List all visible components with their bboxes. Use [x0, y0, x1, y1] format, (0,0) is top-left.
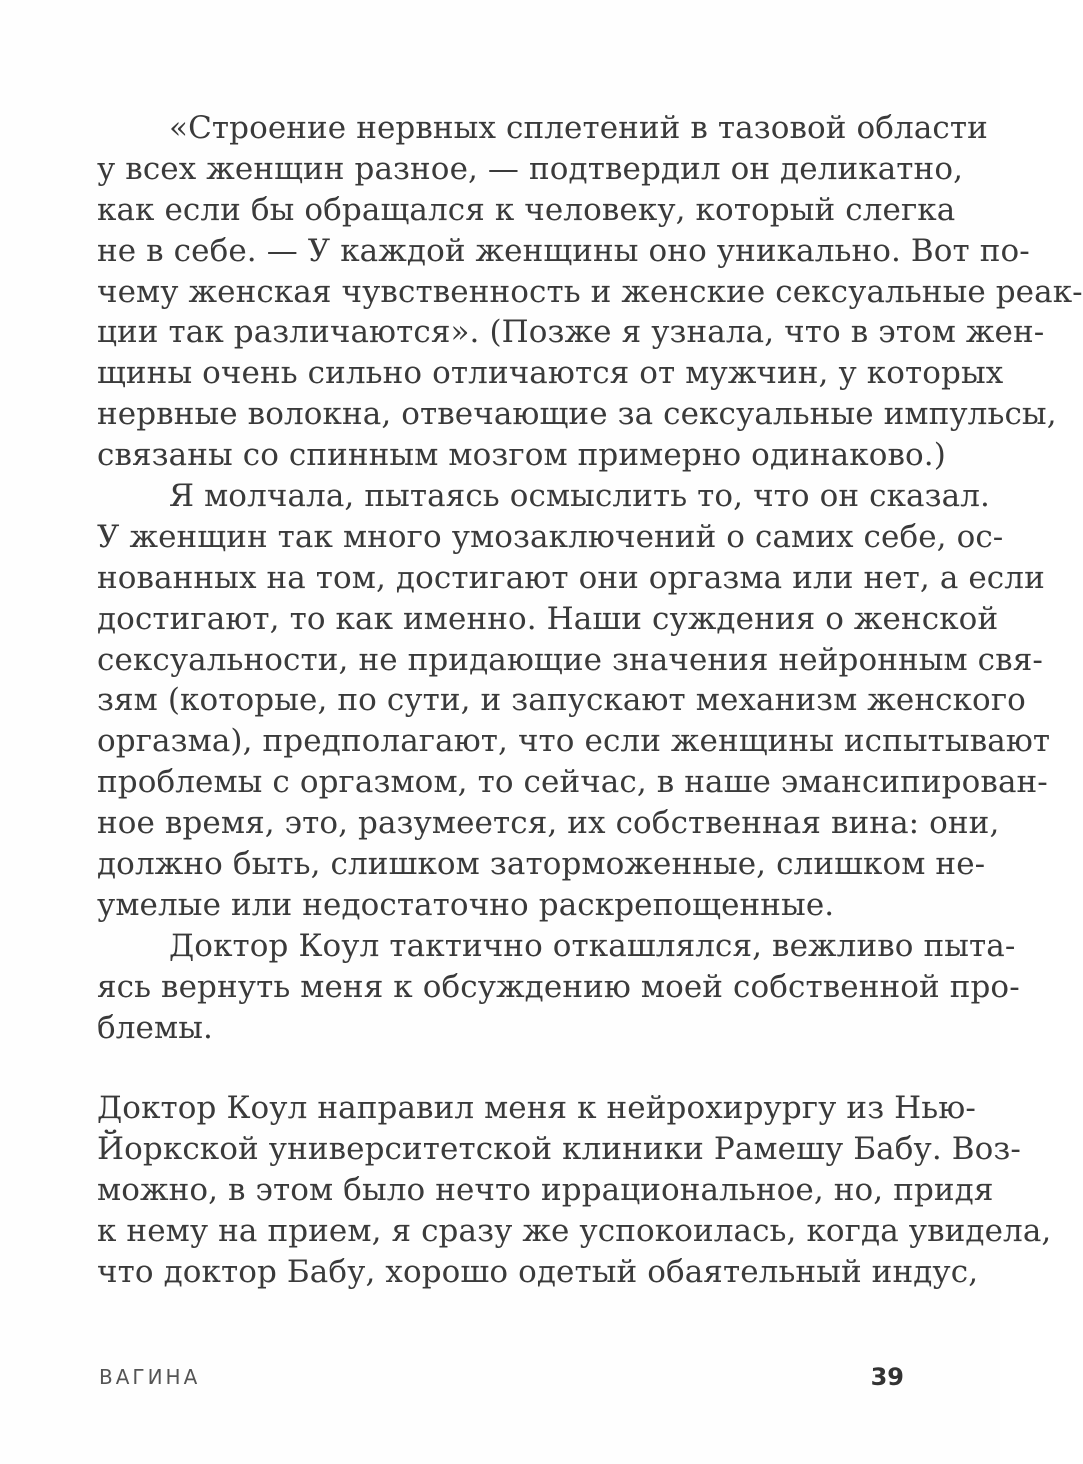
text-line: можно, в этом было нечто иррациональное, но, придя [97, 1171, 994, 1208]
page-number: 39 [870, 1363, 904, 1391]
text-line: зям (которые, по сути, и запускают механизм женского [97, 682, 1026, 719]
text-line: нованных на том, достигают они оргазма или нет, а если [97, 559, 1045, 596]
text-line: не в себе. — У каждой женщины оно уникально. Вот по- [97, 232, 1030, 269]
text-line: нервные волокна, отвечающие за сексуальные импульсы, [97, 396, 1057, 433]
running-title: ВАГИНА [99, 1365, 201, 1389]
text-line: связаны со спинным мозгом примерно одинаково.) [97, 437, 946, 474]
text-line: Доктор Коул направил меня к нейрохирургу из Нью- [97, 1090, 976, 1126]
text-line: блемы. [97, 1009, 213, 1046]
text-block-1 [97, 108, 1083, 1048]
text-line: достигают, то как именно. Наши суждения о женской [97, 600, 999, 637]
text-line: У женщин так много умозаключений о самих себе, ос- [97, 518, 1004, 555]
text-line: умелые или недостаточно раскрепощенные. [97, 886, 835, 923]
text-line: оргазма), предполагают, что если женщины испытывают [97, 723, 1051, 760]
text-line: должно быть, слишком заторможенные, слишком не- [97, 846, 986, 883]
text-line: сексуальности, не придающие значения нейронным свя- [97, 641, 1043, 678]
text-line: у всех женщин разное, — подтвердил он деликатно, [97, 150, 964, 187]
text-line: ясь вернуть меня к обсуждению моей собственной про- [97, 968, 1020, 1005]
text-line: Я молчала, пытаясь осмыслить то, что он сказал. [169, 478, 990, 515]
text-line: к нему на прием, я сразу же успокоилась, когда увидела, [97, 1212, 1052, 1249]
text-line: как если бы обращался к человеку, который слегка [97, 191, 956, 228]
text-line: Доктор Коул тактично откашлялся, вежливо пыта- [169, 927, 1016, 964]
text-block-2 [97, 1088, 1052, 1292]
text-line: проблемы с оргазмом, то сейчас, в наше эмансипирован- [97, 764, 1048, 801]
text-line: чему женская чувственность и женские сексуальные реак- [97, 273, 1083, 310]
text-line: «Строение нервных сплетений в тазовой области [169, 110, 988, 146]
text-line: ное время, это, разумеется, их собственная вина: они, [97, 805, 1000, 842]
text-line: что доктор Бабу, хорошо одетый обаятельный индус, [97, 1253, 979, 1290]
text-line: щины очень сильно отличаются от мужчин, у которых [97, 355, 1004, 392]
text-line: ции так различаются». (Позже я узнала, что в этом жен- [97, 314, 1045, 351]
text-line: Йоркской университетской клиники Рамешу Бабу. Воз- [97, 1130, 1021, 1167]
